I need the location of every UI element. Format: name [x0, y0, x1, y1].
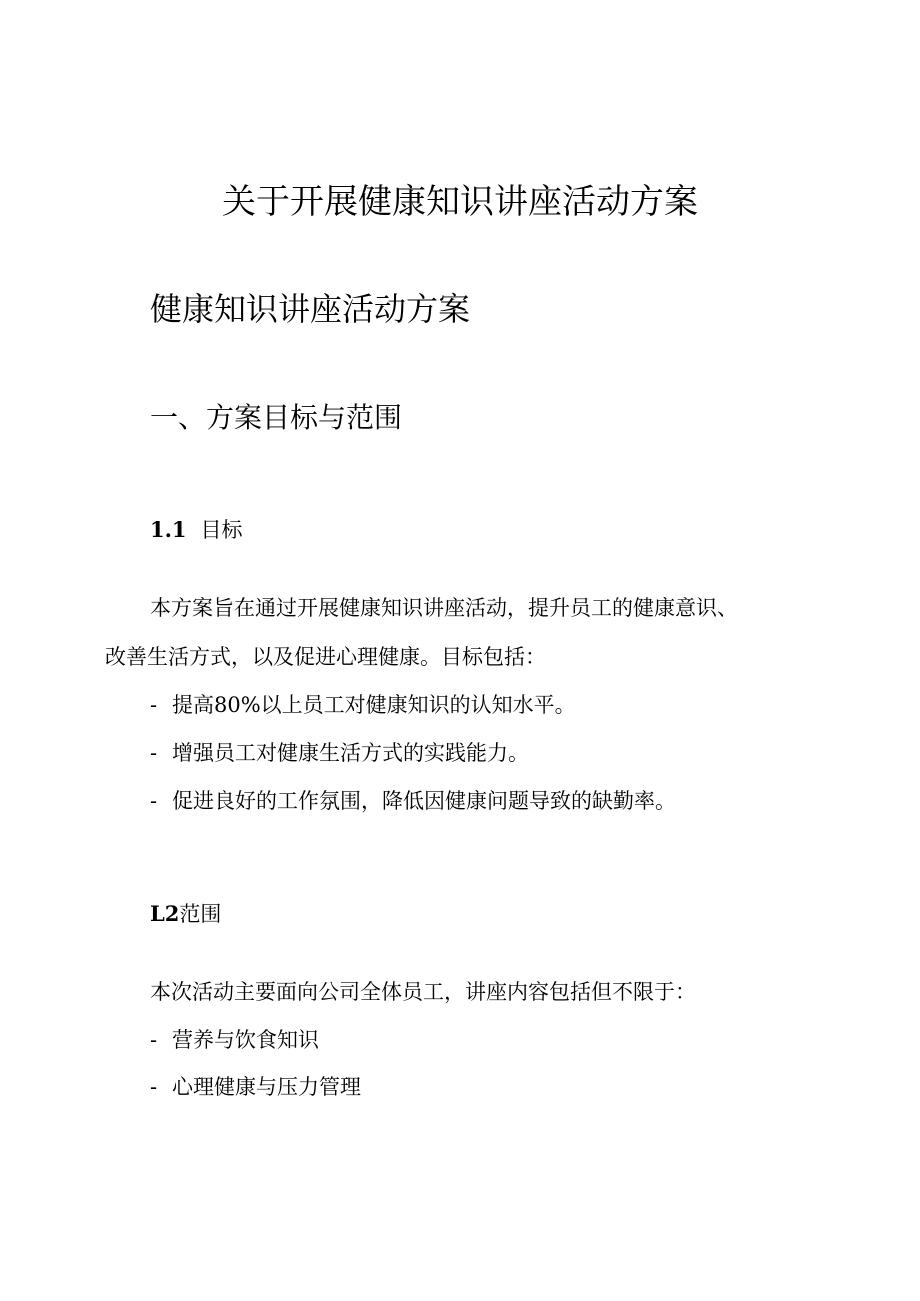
- list-item-text: 提高80%以上员工对健康知识的认知水平。: [172, 693, 576, 717]
- subsection-label: 范围: [179, 902, 222, 926]
- bullet-marker: -: [150, 789, 158, 813]
- subsection-number: L2: [150, 901, 180, 926]
- paragraph-line: 本方案旨在通过开展健康知识讲座活动，提升员工的健康意识、: [150, 596, 738, 620]
- list-item-text: 增强员工对健康生活方式的实践能力。: [172, 741, 529, 765]
- list-item: [150, 743, 529, 764]
- list-item-text: 促进良好的工作氛围，降低因健康问题导致的缺勤率。: [172, 789, 676, 813]
- subsection-number: 1.1: [150, 517, 187, 542]
- subsection-label: 目标: [200, 518, 243, 542]
- document-title: 关于开展健康知识讲座活动方案: [222, 182, 698, 222]
- paragraph-line: 改善生活方式，以及促进心理健康。目标包括：: [105, 645, 546, 669]
- subsection-heading-goal: [150, 519, 243, 541]
- document-subtitle: 健康知识讲座活动方案: [150, 290, 471, 328]
- bullet-marker: -: [150, 741, 158, 765]
- list-item-text: 营养与饮食知识: [172, 1028, 319, 1052]
- bullet-marker: -: [150, 1028, 158, 1052]
- paragraph-line: 本次活动主要面向公司全体员工，讲座内容包括但不限于：: [150, 980, 696, 1004]
- bullet-marker: -: [150, 693, 158, 717]
- subsection-heading-scope: [150, 903, 221, 925]
- bullet-marker: -: [150, 1075, 158, 1099]
- section-heading: 一、方案目标与范围: [150, 401, 403, 434]
- list-item-text: 心理健康与压力管理: [172, 1075, 361, 1099]
- list-item: [150, 1077, 361, 1098]
- list-item: [150, 1030, 319, 1051]
- list-item: [150, 695, 576, 716]
- list-item: [150, 791, 676, 812]
